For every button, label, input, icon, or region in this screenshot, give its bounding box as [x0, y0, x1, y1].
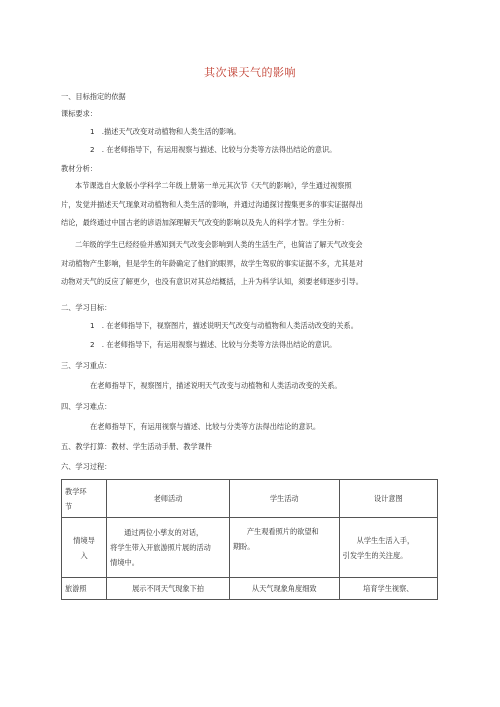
cell-text: 将学生带入开旅游照片展的活动	[110, 543, 211, 552]
text-line: 片，发觉并描述天气现象对动植物和人类生活的影响，并通过沟通探讨搜集更多的事实证据得出	[61, 199, 363, 209]
header-cell-student: 学生活动	[229, 480, 339, 518]
subheading-textbook: 教材分析：	[61, 164, 97, 173]
table-row	[62, 518, 438, 578]
header-cell-stage	[62, 480, 107, 518]
section-heading-basis: 一、目标指定的依据	[61, 92, 126, 101]
goal-item-2: 2 . 在老师指导下，有运用视察与描述、比较与分类等方法得出结论的意识。	[90, 340, 337, 349]
section-heading-goals: 二、学习目标：	[61, 303, 112, 312]
text-line: 动物对天气的反应了解更少，也没有意识对其总结概括，上升为科学认知，须要老师逐步引导。	[61, 277, 363, 286]
cell-text: 产生观看照片的欲望和	[246, 527, 319, 536]
difficulties-text: 在老师指导下，有运用视察与描述、比较与分类等方法得出结论的意识。	[90, 422, 321, 431]
header-cell-teacher: 老师活动	[107, 480, 230, 518]
section-heading-process: 六、学习过程：	[61, 462, 112, 471]
cell-teacher-activity: 展示不同天气现象下拍	[107, 578, 230, 600]
cell-stage	[62, 518, 107, 578]
section-heading-preparation: 五、教学打算：教材、学生活动手册、教学课件	[61, 442, 212, 451]
document-title: 其次课天气的影响	[204, 66, 296, 79]
cell-text: 通过两位小孳友的对话，	[124, 528, 204, 537]
cell-text: 引发学生的关注度。	[342, 550, 408, 560]
curriculum-item-2: 2 . 在老师指导下，有运用视察与描述、比较与分类等方法得出结论的意识。	[90, 145, 337, 154]
goal-item-1: 1 . 在老师指导下，视察图片，描述说明天气改变与动植物和人类活动改变的关系。	[90, 321, 358, 330]
cell-text: 情境中。	[110, 558, 139, 567]
cell-student-activity: 从天气现象角度细致	[229, 578, 339, 600]
cell-text: 入	[80, 550, 88, 560]
lesson-process-table	[61, 479, 438, 600]
paragraph-textbook-analysis	[61, 177, 441, 233]
text-line: 本节课选自大象版小学科学二年级上册第一单元其次节《天气的影响》，学生通过视察照	[75, 181, 352, 190]
cell-text: 节	[65, 501, 73, 511]
curriculum-item-1: 1 .描述天气改变对动植物和人类生活的影响。	[90, 127, 241, 136]
section-heading-key-points: 三、学习重点：	[61, 361, 112, 370]
table-header-row	[62, 480, 438, 518]
key-points-text: 在老师指导下，视察图片，描述说明天气改变与动植物和人类活动改变的关系。	[90, 381, 342, 390]
cell-design-intent	[339, 518, 437, 578]
subheading-curriculum: 课标要求：	[61, 109, 97, 118]
cell-teacher-activity	[107, 518, 230, 578]
cell-stage: 旅游照	[62, 578, 107, 600]
cell-text: 教学环	[65, 486, 87, 496]
text-line: 对动植物产生影响，但是学生的年龄确定了他们的眼界，故学生驾驭的事实证据不多，尤其是对	[61, 258, 363, 268]
text-line: 二年级的学生已经经验并感知到天气改变会影响到人类的生活生产，也简洁了解天气改变会	[75, 240, 363, 249]
cell-text: 情境导	[73, 535, 95, 545]
cell-design-intent: 培育学生视察、	[339, 578, 437, 600]
header-cell-intent: 设计意图	[339, 480, 437, 518]
text-line: 结论，最终通过中国古老的谚语加深理解天气改变的影响以及先人的科学才智。学生分析：	[61, 218, 349, 227]
cell-student-activity	[229, 518, 339, 578]
table-row	[62, 578, 438, 600]
cell-text: 期盼。	[232, 542, 255, 551]
paragraph-student-analysis	[61, 236, 441, 292]
cell-text: 从学生生活入手，	[356, 535, 415, 545]
section-heading-difficulties: 四、学习难点：	[61, 402, 112, 411]
